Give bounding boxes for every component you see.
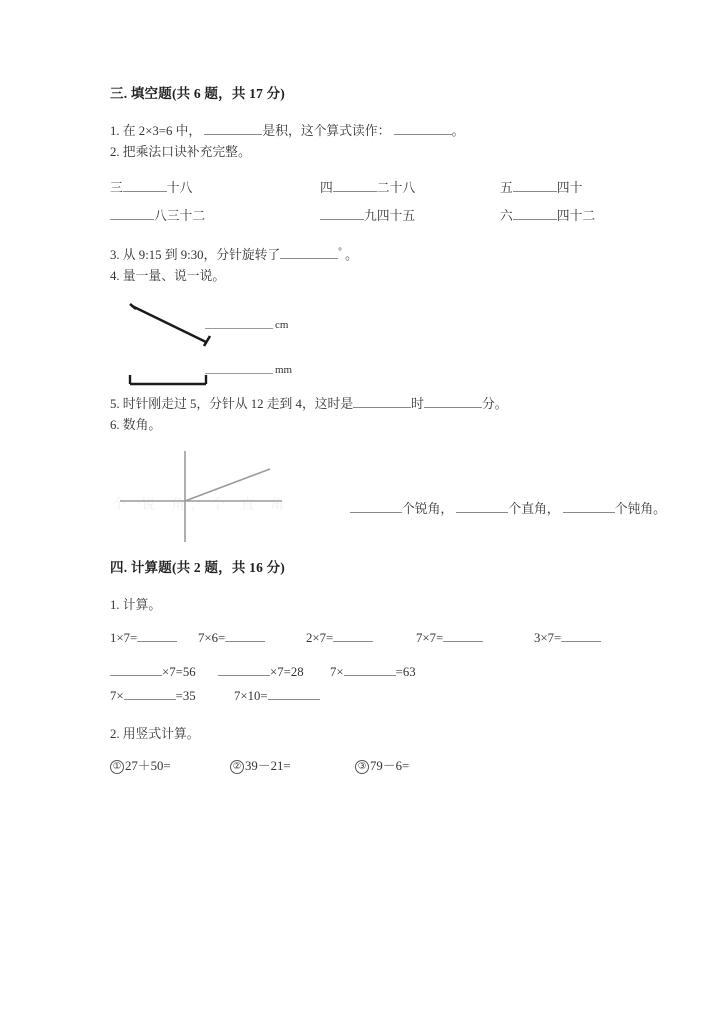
- mm-answer-blank[interactable]: [205, 373, 273, 374]
- calc-prefix: 7×: [330, 664, 344, 679]
- vertical-calculation-row: [110, 755, 618, 778]
- question-3-3-prefix: 3. 从 9:15 到 9:30，分针旋转了: [110, 247, 281, 262]
- formula-before: 三: [110, 181, 123, 196]
- bracket-line-figure: [124, 364, 324, 394]
- calc-expression: 7×6=: [198, 630, 226, 645]
- calc-item: [110, 626, 198, 650]
- answer-blank[interactable]: [110, 675, 162, 676]
- calc-expression: 3×7=: [534, 630, 562, 645]
- answer-blank[interactable]: [563, 512, 615, 513]
- answer-blank[interactable]: [513, 219, 557, 220]
- formula-before: 六: [500, 209, 513, 224]
- formula-before: 四: [320, 181, 333, 196]
- calc-suffix: =35: [175, 689, 196, 704]
- obtuse-angle-label: 个钝角。: [614, 501, 666, 516]
- multiplication-formula-table: [110, 178, 618, 228]
- answer-blank[interactable]: [225, 641, 265, 642]
- degree-symbol: °: [338, 245, 342, 256]
- formula-after: 九四十五: [364, 209, 416, 224]
- answer-blank[interactable]: [268, 699, 320, 700]
- formula-before: 五: [500, 181, 513, 196]
- answer-blank[interactable]: [124, 699, 176, 700]
- calc-item: [416, 626, 534, 650]
- vertical-calc-expression: 39－21=: [245, 759, 291, 774]
- question-4-1-label: 1. 计算。: [110, 597, 162, 612]
- item-marker: ②: [230, 760, 244, 774]
- answer-blank[interactable]: [333, 641, 373, 642]
- calculation-row-1: [110, 626, 618, 650]
- vertical-calc-item: [230, 755, 355, 778]
- section-four-heading: 四. 计算题(共 2 题，共 16 分): [110, 559, 285, 575]
- question-4-2-label: 2. 用竖式计算。: [110, 727, 200, 742]
- mm-unit-label: mm: [275, 364, 293, 377]
- question-3-6-label: 6. 数角。: [110, 418, 162, 433]
- calc-item: [198, 626, 306, 650]
- question-3-1: [110, 121, 618, 142]
- calc-suffix: ×7=56: [162, 664, 196, 679]
- calculation-row-3: [110, 684, 618, 708]
- item-marker: ③: [355, 760, 369, 774]
- answer-blank[interactable]: [320, 219, 364, 220]
- question-3-4-label: 4. 量一量、说一说。: [110, 268, 226, 283]
- answer-blank[interactable]: [353, 407, 411, 408]
- formula-cell: [110, 178, 320, 200]
- answer-blank[interactable]: [204, 134, 262, 135]
- answer-blank[interactable]: [443, 641, 483, 642]
- answer-blank[interactable]: [344, 675, 396, 676]
- formula-after: 十八: [166, 181, 193, 196]
- calc-item: [110, 684, 218, 708]
- formula-cell: [500, 206, 618, 228]
- question-3-5-prefix: 5. 时针刚走过 5，分针从 12 走到 4，这时是: [110, 397, 354, 412]
- angle-figure: [110, 446, 340, 546]
- angle-answer-line: [350, 498, 666, 517]
- calc-item: [218, 660, 330, 684]
- calc-item: [110, 660, 218, 684]
- question-3-1-prefix: 1. 在 2×3=6 中，: [110, 124, 202, 138]
- question-3-5: [110, 394, 618, 415]
- answer-blank[interactable]: [137, 641, 177, 642]
- answer-blank[interactable]: [110, 219, 154, 220]
- right-angle-label: 个直角，: [508, 501, 560, 516]
- answer-blank[interactable]: [280, 258, 338, 259]
- answer-blank[interactable]: [218, 675, 270, 676]
- answer-blank[interactable]: [123, 191, 167, 192]
- calc-item: [218, 684, 320, 708]
- worksheet-content: [110, 82, 666, 778]
- calc-expression: 7×7=: [416, 630, 444, 645]
- calculation-row-2: [110, 660, 618, 684]
- question-3-3: [110, 244, 618, 266]
- formula-row: [110, 178, 618, 200]
- slanted-line-figure: [124, 302, 324, 362]
- measurement-diagrams: [110, 286, 618, 394]
- formula-cell: [110, 206, 320, 228]
- calc-expression: 1×7=: [110, 630, 138, 645]
- calc-item: [306, 626, 416, 650]
- question-3-3-suffix: 。: [345, 247, 358, 262]
- formula-after: 二十八: [376, 181, 416, 196]
- calc-suffix: ×7=28: [270, 664, 304, 679]
- formula-row: [110, 206, 618, 228]
- answer-blank[interactable]: [513, 191, 557, 192]
- formula-cell: [320, 206, 500, 228]
- section-three-heading: 三. 填空题(共 6 题，共 17 分): [110, 86, 285, 101]
- formula-cell: [320, 178, 500, 200]
- answer-blank[interactable]: [424, 407, 482, 408]
- formula-after: 四十: [556, 181, 583, 196]
- question-3-5-mid: 时: [411, 397, 424, 412]
- calc-item: [534, 626, 601, 650]
- calc-item: [330, 660, 416, 684]
- calc-prefix: 7×: [110, 689, 124, 704]
- item-marker: ①: [110, 760, 124, 774]
- question-3-5-suffix: 分。: [481, 397, 508, 412]
- calc-prefix: 7×10=: [234, 689, 268, 704]
- cm-unit-label: cm: [275, 319, 289, 332]
- answer-blank[interactable]: [350, 512, 402, 513]
- calc-expression: 2×7=: [306, 630, 334, 645]
- question-3-1-mid: 是积，这个算式读作：: [262, 124, 391, 138]
- vertical-calc-expression: 79－6=: [370, 759, 410, 774]
- calc-suffix: =63: [395, 664, 416, 679]
- answer-blank[interactable]: [561, 641, 601, 642]
- cm-answer-blank[interactable]: [205, 328, 273, 329]
- question-3-1-suffix: 。: [451, 124, 465, 138]
- formula-after: 四十二: [556, 209, 596, 224]
- acute-angle-label: 个锐角，: [402, 501, 454, 516]
- angle-counting-figure-area: [110, 436, 666, 540]
- answer-blank[interactable]: [333, 191, 377, 192]
- vertical-calc-item: [110, 755, 230, 778]
- formula-after: 八三十二: [154, 209, 206, 224]
- formula-cell: [500, 178, 618, 200]
- vertical-calc-expression: 27＋50=: [125, 759, 171, 774]
- question-3-2-label: 2. 把乘法口诀补充完整。: [110, 144, 251, 159]
- vertical-calc-item: [355, 755, 409, 778]
- answer-blank[interactable]: [394, 134, 452, 135]
- page-watermark: 个 锐 角，个 直 角: [112, 497, 290, 513]
- answer-blank[interactable]: [456, 512, 508, 513]
